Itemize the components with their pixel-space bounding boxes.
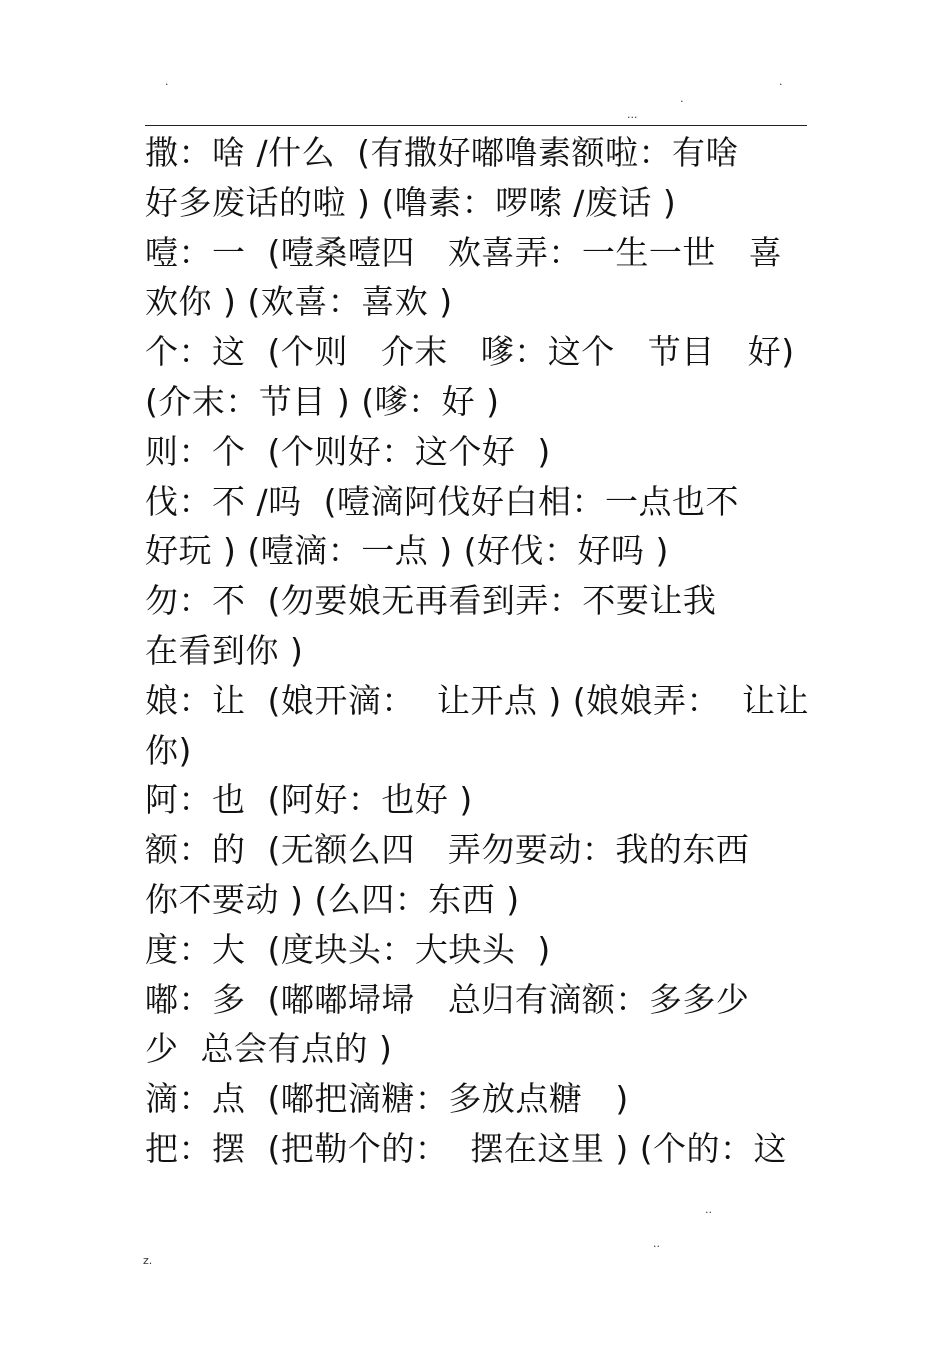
text-line: 嘟：多 (嘟嘟埽埽 总归有滴额：多多少 (145, 979, 750, 1019)
text-line: 好玩 ) (噎滴：一点 ) (好伐：好吗 ) (145, 531, 669, 571)
text-line: 个：这 (个则 介末 嗲：这个 节目 好) (145, 332, 795, 372)
text-line: 额：的 (无额么四 弄勿要动：我的东西 (145, 830, 750, 870)
header-dot-mark: . (165, 75, 169, 88)
text-line: 则：个 (个则好：这个好 ) (145, 431, 551, 471)
text-line: 欢你 ) (欢喜：喜欢 ) (145, 282, 453, 322)
footer-page-mark: z. (143, 1254, 153, 1267)
text-line: 好多废话的啦 ) (噜素：啰嗦 /废话 ) (145, 182, 677, 222)
text-line: (介末：节目 ) (嗲：好 ) (145, 381, 500, 421)
text-line: 勿：不 (勿要娘无再看到弄：不要让我 (145, 581, 717, 621)
text-line: 伐：不 /吗 (噎滴阿伐好白相：一点也不 (145, 481, 739, 521)
text-line: 噎：一 (噎桑噎四 欢喜弄：一生一世 喜 (145, 232, 783, 272)
footer-dot-mark: .. (705, 1203, 712, 1216)
document-body (145, 128, 813, 1174)
text-line: 滴：点 (嘟把滴糖：多放点糖 ) (145, 1079, 629, 1119)
header-dot-mark: . (779, 75, 783, 88)
text-line: 你) (145, 730, 192, 770)
header-rule (145, 125, 807, 126)
text-line: 度：大 (度块头：大块头 ) (145, 929, 551, 969)
text-line: 阿：也 (阿好：也好 ) (145, 780, 473, 820)
text-line: 把：摆 (把勒个的： 摆在这里 ) (个的：这 (145, 1128, 788, 1168)
text-line: 娘：让 (娘开滴： 让开点 ) (娘娘弄： 让让 (145, 680, 810, 720)
text-line: 你不要动 ) (么四：东西 ) (145, 879, 520, 919)
text-line: 少 总会有点的 ) (145, 1029, 393, 1069)
text-line: 在看到你 ) (145, 630, 304, 670)
header-dot-mark: . (680, 92, 684, 105)
footer-dot-mark: .. (653, 1237, 660, 1250)
header-ellipsis-mark: ... (627, 108, 638, 121)
text-line: 撒：啥 /什么 (有撒好嘟噜素额啦：有啥 (145, 133, 739, 172)
